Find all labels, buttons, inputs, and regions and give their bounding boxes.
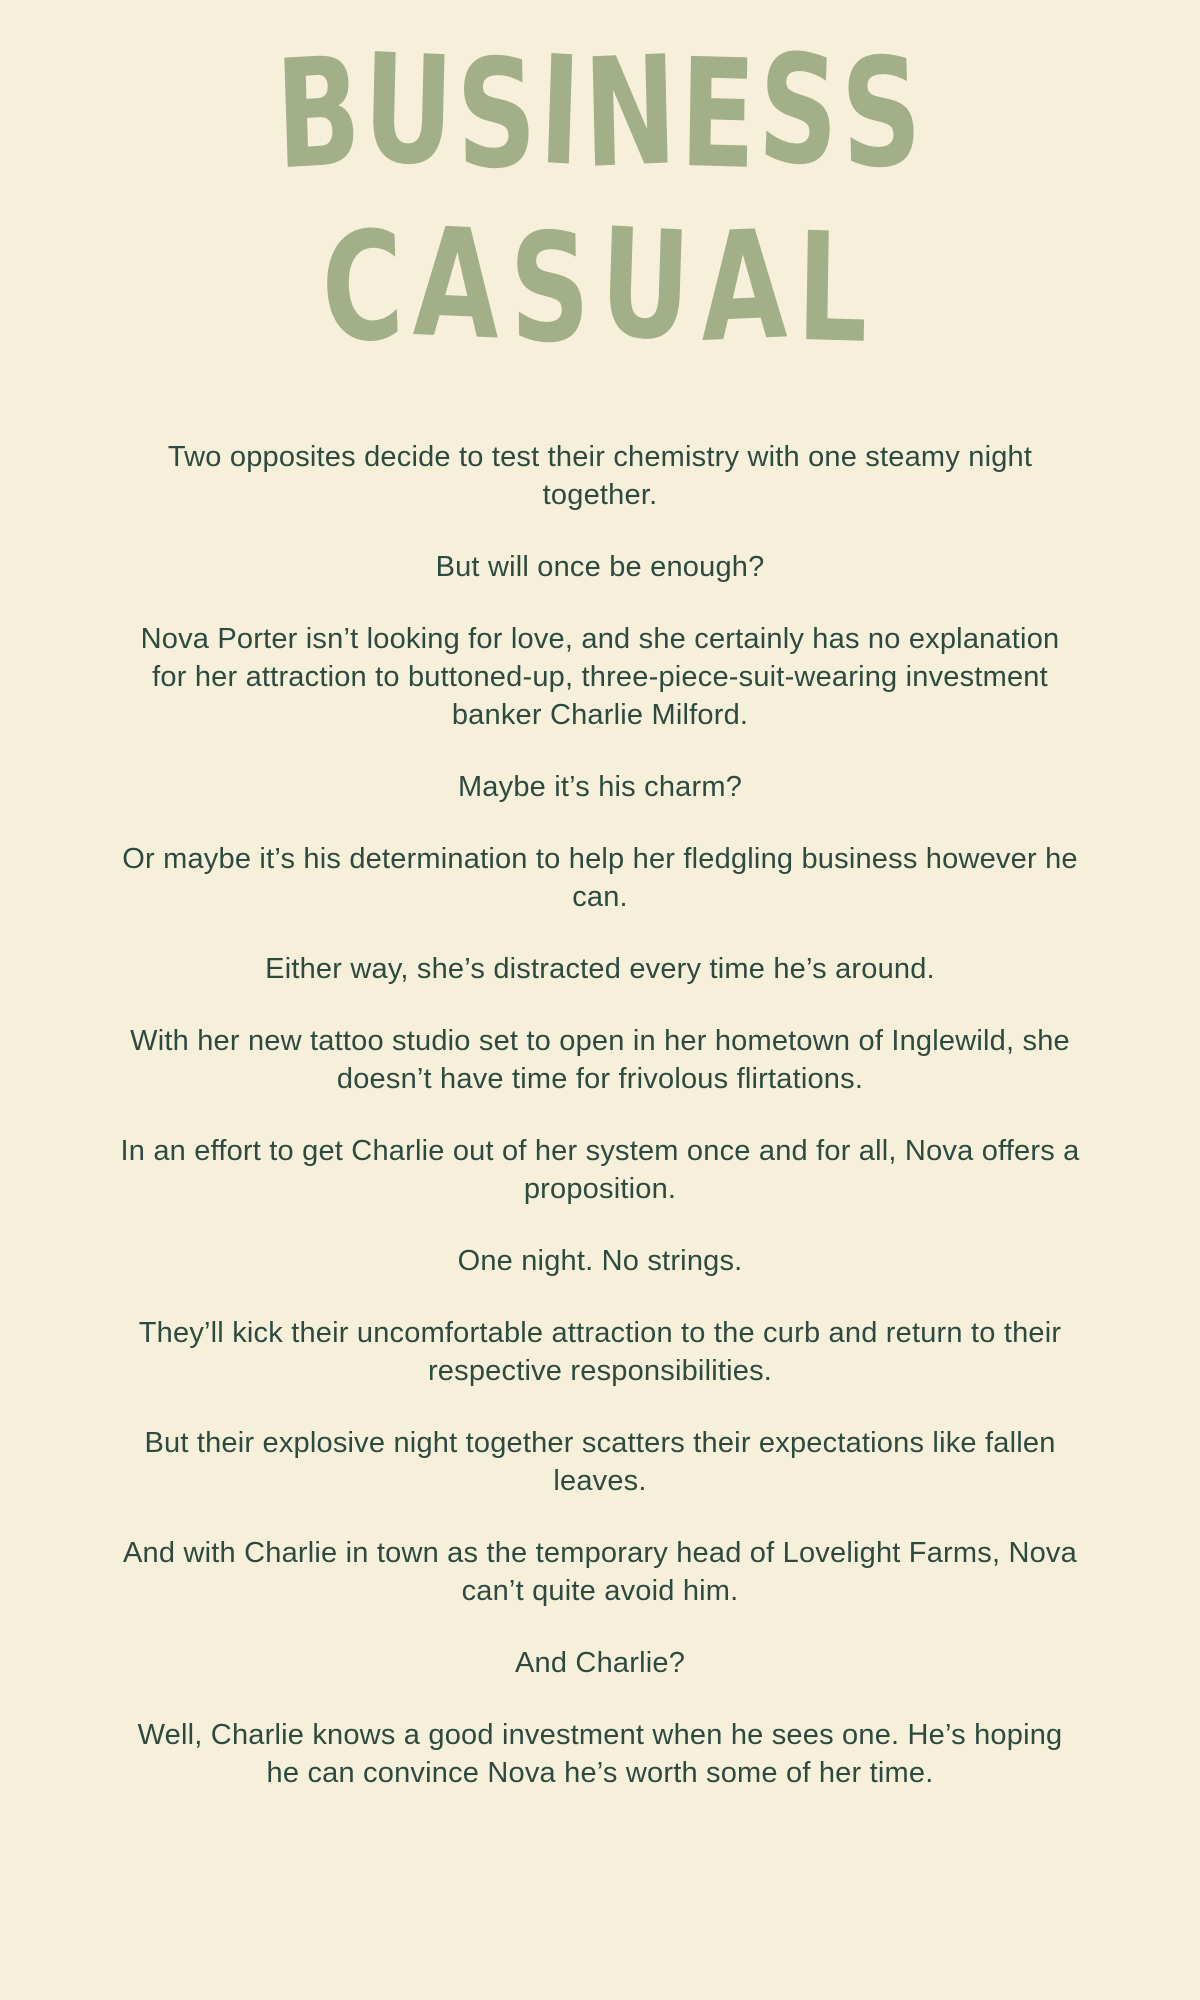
blurb-paragraph: Maybe it’s his charm? <box>457 771 743 803</box>
title-letter: U <box>361 22 459 200</box>
title-letter: L <box>795 200 880 378</box>
blurb-paragraph: In an effort to get Charlie out of her system once and for all, Nova offers a proposition. <box>120 1135 1080 1205</box>
blurb-paragraph: But their explosive night together scatters their expectations like fallen leaves. <box>144 1427 1056 1497</box>
blurb-paragraph: They’ll kick their uncomfortable attraction to the curb and return to their respective responsibilities. <box>138 1317 1062 1387</box>
blurb-paragraph: With her new tattoo studio set to open in her hometown of Inglewild, she doesn’t have time for frivolous flirtations. <box>130 1025 1070 1095</box>
blurb-paragraph: Either way, she’s distracted every time he’s around. <box>265 953 935 985</box>
blurb-paragraph: Nova Porter isn’t looking for love, and she certainly has no explanation for her attraction to buttoned-up, three-piece-suit-wearing investment banker Charlie Milford. <box>140 623 1060 731</box>
title-letter: A <box>411 196 512 375</box>
title-letter: S <box>508 200 602 378</box>
book-title-line1 <box>156 21 1044 204</box>
title-letter: S <box>839 25 927 203</box>
title-letter: I <box>536 23 587 201</box>
blurb-paragraph: Two opposites decide to test their chemistry with one steamy night together. <box>167 441 1033 511</box>
book-title-line2 <box>156 196 1044 378</box>
blurb-paragraph: Well, Charlie knows a good investment when he sees one. He’s hoping he can convince Nova he’s worth some of her time. <box>137 1719 1063 1789</box>
blurb-paragraph: And Charlie? <box>514 1647 686 1679</box>
blurb-paragraph: One night. No strings. <box>457 1245 743 1277</box>
title-letter: S <box>455 26 541 204</box>
blurb-paragraph: Or maybe it’s his determination to help her fledgling business however he can. <box>122 843 1078 913</box>
title-letter: E <box>678 26 760 204</box>
title-letter: B <box>273 24 367 204</box>
title-letter: C <box>319 198 417 378</box>
title-letter: N <box>581 24 682 202</box>
blurb <box>120 438 1080 1792</box>
title-letter: S <box>755 21 845 201</box>
book-title <box>0 0 1200 378</box>
blurb-paragraph: And with Charlie in town as the temporary head of Lovelight Farms, Nova can’t quite avoid him. <box>123 1537 1077 1607</box>
title-letter: A <box>698 197 800 377</box>
title-letter: U <box>597 196 704 376</box>
blurb-paragraph: But will once be enough? <box>435 551 765 583</box>
